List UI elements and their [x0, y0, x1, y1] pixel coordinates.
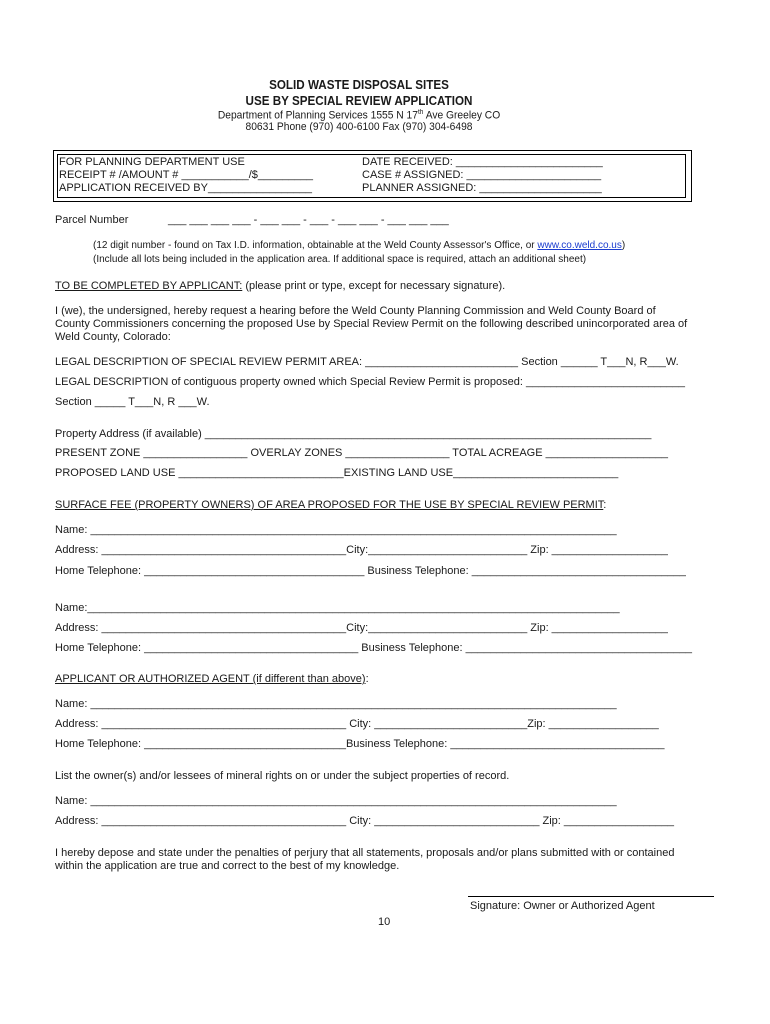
land-use-field[interactable]: PROPOSED LAND USE ___________________________EXISTING LAND USE___________________________: [55, 467, 619, 479]
parcel-note-2: (Include all lots being included in the application area. If additional space is required, attach an additional sheet): [93, 254, 587, 265]
agent-heading-line: [55, 673, 369, 685]
property-address-field[interactable]: Property Address (if available) _________________________________________________________________________: [55, 428, 652, 440]
intro-line-2: County Commissioners concerning the proposed Use by Special Review Permit on the following described unincorporated area of: [55, 318, 688, 330]
owner1-name-field[interactable]: Name: ______________________________________________________________________________________: [55, 524, 617, 536]
owner2-phone-field[interactable]: Home Telephone: ___________________________________ Business Telephone: _____________________________________: [55, 642, 692, 654]
intro-line-1: I (we), the undersigned, hereby request a hearing before the Weld County Planning Commission and Weld County Board of: [55, 305, 656, 317]
page-number: 10: [378, 916, 391, 928]
contiguous-legal-description-field[interactable]: LEGAL DESCRIPTION of contiguous property owned which Special Review Permit is proposed: __________________________: [55, 376, 686, 388]
surface-fee-heading-line: [55, 499, 606, 511]
agent-address-field[interactable]: Address: ________________________________________ City: _________________________Zip: __________________: [55, 718, 659, 730]
office-use-label: FOR PLANNING DEPARTMENT USE: [59, 156, 245, 168]
applicant-note: (please print or type, except for necessary signature).: [242, 280, 506, 292]
owner2-address-field[interactable]: Address: ________________________________________City:__________________________ Zip: ___________________: [55, 622, 668, 634]
zone-acreage-field[interactable]: PRESENT ZONE _________________ OVERLAY ZONES _________________ TOTAL ACREAGE ____________________: [55, 447, 668, 459]
declaration-line-1: I hereby depose and state under the penalties of perjury that all statements, proposals and/or plans submitted with or contained: [55, 847, 675, 859]
mineral-name-field[interactable]: Name: ______________________________________________________________________________________: [55, 795, 617, 807]
section-township-range-field[interactable]: Section _____ T___N, R ___W.: [55, 396, 210, 408]
agent-phone-field[interactable]: Home Telephone: _________________________________Business Telephone: ___________________________________: [55, 738, 665, 750]
owner2-name-field[interactable]: Name:_______________________________________________________________________________________: [55, 602, 620, 614]
applicant-heading: TO BE COMPLETED BY APPLICANT:: [55, 280, 243, 292]
parcel-note-text: (12 digit number - found on Tax I.D. information, obtainable at the Weld County Assessor's Office, or: [93, 240, 538, 251]
parcel-number-label: Parcel Number: [55, 214, 129, 226]
application-received-by-field[interactable]: APPLICATION RECEIVED BY_________________: [59, 182, 312, 194]
signature-line[interactable]: [468, 896, 714, 897]
form-title: SOLID WASTE DISPOSAL SITES: [269, 78, 449, 92]
agent-heading: APPLICANT OR AUTHORIZED AGENT (if different than above): [55, 673, 366, 685]
form-subtitle: USE BY SPECIAL REVIEW APPLICATION: [245, 94, 473, 108]
declaration-line-2: within the application are true and correct to the best of my knowledge.: [55, 860, 400, 872]
owner1-phone-field[interactable]: Home Telephone: ____________________________________ Business Telephone: ___________________________________: [55, 565, 686, 577]
signature-label: Signature: Owner or Authorized Agent: [470, 900, 655, 912]
case-assigned-field[interactable]: CASE # ASSIGNED: ______________________: [362, 169, 602, 181]
receipt-amount-field[interactable]: RECEIPT # /AMOUNT # ___________/$_________: [59, 169, 313, 181]
department-phone: 80631 Phone (970) 400-6100 Fax (970) 304-6498: [245, 121, 473, 133]
mineral-address-field[interactable]: Address: ________________________________________ City: ___________________________ Zip: __________________: [55, 815, 675, 827]
agent-heading-colon: :: [365, 673, 369, 685]
legal-description-field[interactable]: LEGAL DESCRIPTION OF SPECIAL REVIEW PERMIT AREA: _________________________ Section ______ T___N, R___W.: [55, 356, 679, 368]
parcel-note-close: ): [621, 240, 626, 251]
dept-address-text: Department of Planning Services 1555 N 17: [217, 109, 418, 122]
planner-assigned-field[interactable]: PLANNER ASSIGNED: ____________________: [362, 182, 602, 194]
date-received-field[interactable]: DATE RECEIVED: ________________________: [362, 156, 603, 168]
surface-fee-colon: :: [603, 499, 607, 511]
dept-address-superscript: th: [417, 109, 424, 116]
surface-fee-heading: SURFACE FEE (PROPERTY OWNERS) OF AREA PROPOSED FOR THE USE BY SPECIAL REVIEW PERMIT: [55, 499, 604, 511]
owner1-address-field[interactable]: Address: ________________________________________City:__________________________ Zip: ___________________: [55, 544, 668, 556]
intro-line-3: Weld County, Colorado:: [55, 331, 171, 343]
dept-address-city: Ave Greeley CO: [423, 109, 501, 122]
mineral-rights-intro: List the owner(s) and/or lessees of mineral rights on or under the subject properties of record.: [55, 770, 510, 782]
department-address: [0, 109, 718, 122]
parcel-number-field[interactable]: ___ ___ ___ ___ - ___ ___ - ___ - ___ ___ - ___ ___ ___: [168, 214, 449, 226]
applicant-heading-line: [55, 280, 505, 292]
assessor-website-link[interactable]: www.co.weld.co.us: [537, 240, 622, 251]
agent-name-field[interactable]: Name: ______________________________________________________________________________________: [55, 698, 617, 710]
parcel-note-1: [93, 240, 625, 251]
